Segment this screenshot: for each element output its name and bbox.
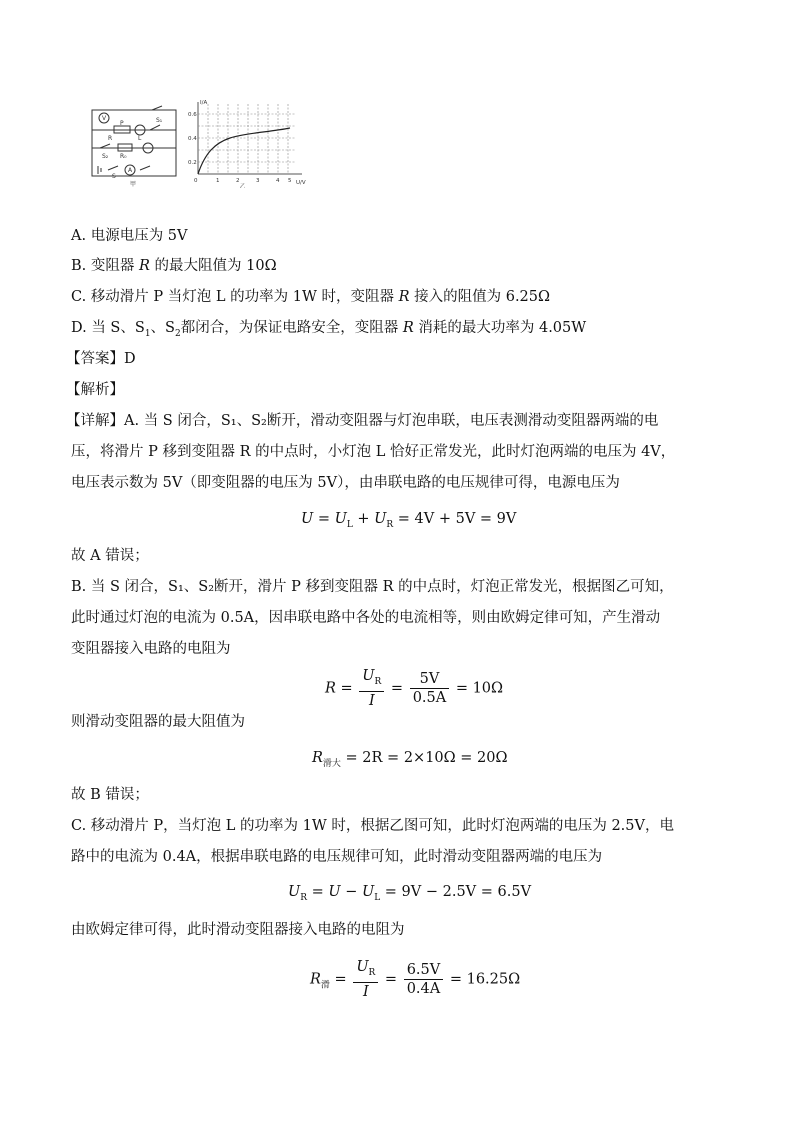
equation-b-2 [312, 748, 508, 774]
circuit-and-graph-figure [90, 98, 320, 188]
equation-b-1: R = $\frac{U_R}{I}$ = $\frac{5V}{0.5A}$ = 10Ω [325, 668, 504, 709]
option-d-text-mid2: 都闭合，为保证电路安全，变阻器 [180, 320, 403, 336]
graph-y-tick: 0.4 [188, 136, 197, 142]
graph-x-axis-label: U/V [296, 180, 306, 186]
graph-x-tick: 4 [276, 178, 280, 184]
para-a-line-1: 【详解】A. 当 S 闭合，S₁、S₂断开，滑动变阻器与灯泡串联，电压表测滑动变阻器两端的电 [66, 413, 659, 429]
circuit-label-p: P [120, 120, 124, 127]
problem-figures [90, 98, 320, 188]
option-d-sub1: 1 [144, 328, 151, 339]
fraction-ur-over-i [359, 667, 384, 710]
eq-b1-end: = 10Ω [455, 680, 504, 697]
circuit-label-voltmeter: V [102, 115, 107, 122]
eq-c2-num1: U [356, 959, 369, 975]
circuit-label-ammeter: A [128, 167, 133, 174]
circuit-label-s2: S₂ [102, 153, 109, 160]
para-b-line-1: B. 当 S 闭合，S₁、S₂断开，滑片 P 移到变阻器 R 的中点时，灯泡正常发光，根据图乙可知， [71, 579, 674, 595]
option-b-text-end: 的最大阻值为 10Ω [149, 258, 277, 274]
eq-b2-rhs: = 2R = 2×10Ω = 20Ω [340, 750, 508, 766]
eq-a-end: = 4V + 5V = 9V [393, 511, 517, 527]
fraction-ur-over-i-prime [353, 958, 378, 1001]
eq-a-mid: + U [352, 511, 387, 527]
circuit-label-jia: 甲 [130, 181, 137, 188]
eq-a-text: U = U [301, 511, 347, 527]
graph-x-tick: 1 [216, 178, 220, 184]
option-a: A. 电源电压为 5V [71, 228, 188, 244]
iu-graph [198, 102, 302, 174]
para-b-line-4: 则滑动变阻器的最大阻值为 [71, 714, 245, 730]
eq-b2-sub: 滑大 [322, 758, 341, 769]
graph-x-tick: 3 [256, 178, 260, 184]
analysis-title: 【解析】 [66, 382, 124, 398]
eq-c2-end: = 16.25Ω [449, 971, 521, 988]
fraction-65v-over-04a [404, 961, 444, 998]
para-b-line-2: 此时通过灯泡的电流为 0.5A，因串联电路中各处的电流相等，则由欧姆定律可知，产生滑动 [71, 610, 661, 626]
eq-c2-den2: 0.4A [406, 980, 441, 997]
eq-c2-lhs: R [310, 971, 321, 988]
eq-c1-mid: = U − U [307, 884, 375, 900]
eq-b1-num2: 5V [410, 670, 450, 689]
option-d-text-mid: 、S [150, 320, 175, 336]
para-a-line-3: 电压表示数为 5V（即变阻器的电压为 5V），由串联电路的电压规律可得，电源电压为 [71, 475, 620, 491]
eq-b1-lhs: R = [325, 680, 353, 697]
eq-c2-num1-sub: R [368, 967, 376, 978]
circuit-label-s1: S₁ [156, 117, 163, 124]
circuit-label-r0: R₀ [120, 153, 127, 160]
eq-c1-end: = 9V − 2.5V = 6.5V [380, 884, 532, 900]
circuit-label-l: L [138, 135, 142, 142]
answer-line: 【答案】D [66, 351, 136, 367]
para-c-line-2: 路中的电流为 0.4A，根据串联电路的电压规律可知，此时滑动变阻器两端的电压为 [71, 849, 603, 865]
option-d-sub2: 2 [174, 328, 181, 339]
eq-a-sub1: L [346, 519, 353, 530]
option-c-var: R [398, 289, 410, 305]
eq-c2-lhs-sub: 滑 [320, 980, 330, 991]
eq-c2-den1: I [362, 983, 369, 1000]
option-d [71, 318, 586, 344]
circuit-label-s: S [112, 173, 116, 180]
eq-c2-num2: 6.5V [404, 961, 444, 980]
eq-b1-den1: I [368, 692, 375, 709]
eq-c1-lhs: U [288, 884, 301, 900]
graph-sub-label: 乙 [240, 184, 246, 188]
option-c-text: C. 移动滑片 P 当灯泡 L 的功率为 1W 时，变阻器 [71, 289, 399, 305]
eq-b1-num1-sub: R [374, 676, 382, 687]
option-c [71, 287, 550, 307]
option-b-text: B. 变阻器 [71, 258, 139, 274]
para-c-line-3: 由欧姆定律可得，此时滑动变阻器接入电路的电阻为 [71, 922, 405, 938]
para-a-line-2: 压，将滑片 P 移到变阻器 R 的中点时，小灯泡 L 恰好正常发光，此时灯泡两端的电压为 4V， [71, 444, 676, 460]
option-b-var: R [138, 258, 150, 274]
option-c-text-end: 接入的阻值为 6.25Ω [409, 289, 551, 305]
graph-y-tick: 0.6 [188, 112, 197, 118]
para-c-line-1: C. 移动滑片 P，当灯泡 L 的功率为 1W 时，根据乙图可知，此时灯泡两端的电压为 2.5V，电 [71, 818, 674, 834]
circuit-label-r: R [108, 135, 113, 142]
para-b-line-3: 变阻器接入电路的电阻为 [71, 641, 231, 657]
eq-b1-num1: U [362, 668, 375, 684]
eq-a-sub2: R [386, 519, 394, 530]
option-d-text-end: 消耗的最大功率为 4.05W [413, 320, 587, 336]
option-d-text: D. 当 S、S [71, 320, 145, 336]
option-b [71, 256, 277, 276]
graph-y-tick: 0.2 [188, 160, 197, 166]
graph-x-tick: 0 [194, 178, 198, 184]
eq-c1-mid-sub: L [374, 892, 381, 903]
eq-b1-den2: 0.5A [412, 689, 447, 706]
equation-c-2: $R_滑$ = $\frac{U_R}{I}$ = $\frac{6.5V}{0.4A}$ = 16.25Ω [310, 959, 521, 1000]
fraction-5v-over-05a [410, 670, 450, 707]
graph-y-axis-label: I/A [200, 100, 208, 106]
equation-a [301, 509, 516, 535]
para-b-conclusion: 故 B 错误； [71, 787, 149, 803]
para-a-conclusion: 故 A 错误； [71, 548, 149, 564]
iu-curve [198, 128, 290, 174]
equation-c-1 [288, 882, 531, 908]
option-d-var: R [402, 320, 414, 336]
graph-x-tick: 5 [288, 178, 292, 184]
eq-c1-lhs-sub: R [300, 892, 308, 903]
eq-b2-lhs: R [312, 750, 323, 766]
graph-x-tick: 2 [236, 178, 240, 184]
